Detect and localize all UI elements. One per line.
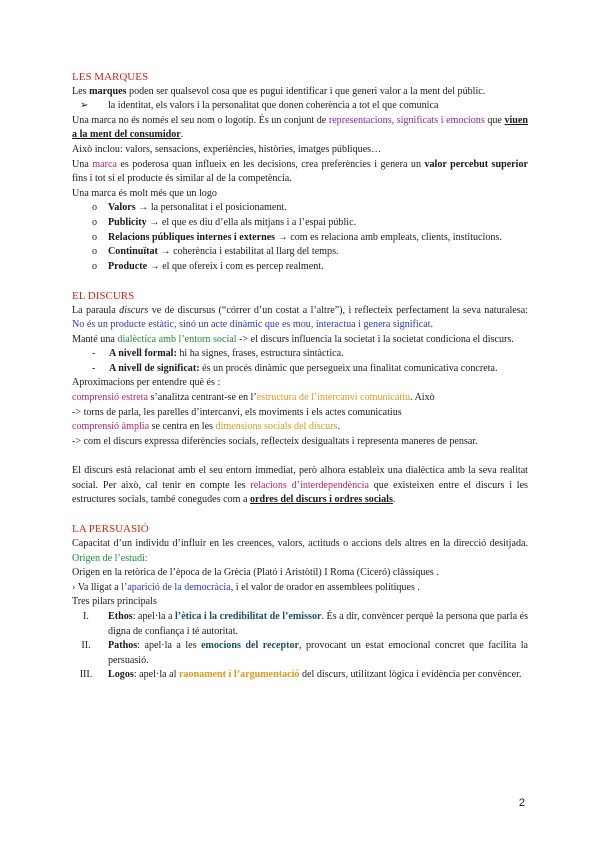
list-item: I. Ethos: apel·la a l’ètica i la credibilitat de l’emissor. És a dir, convèncer perquè la persona que parla és digna de confiança i té autoritat.	[83, 610, 529, 637]
brand-list	[72, 201, 528, 274]
list-item: o Relacions públiques internes i externes → com es relaciona amb empleats, clients, institucions.	[92, 231, 502, 243]
paragraph: Aproximacions per entendre què és :	[72, 377, 221, 389]
paragraph: Això inclou: valors, sensacions, experiències, històries, imatges públiques…	[72, 143, 382, 155]
document-page	[72, 70, 528, 683]
paragraph: Tres pilars principals	[72, 596, 157, 608]
paragraph: -> torns de parla, les parelles d’intercanvi, els moviments i els actes comunicatius	[72, 406, 402, 418]
paragraph: El discurs està relacionat amb el seu entorn immediat, però alhora estableix una dialèctica amb la seva realitat social. Per això, cal tenir en compte les relacions d’interdependència que existeixen entre el discurs i les estructures socials, també conegudes com a ordres del discurs i ordres socials.	[72, 465, 528, 506]
paragraph: La paraula discurs ve de discursus (“córrer d’un costat a l’altre”), i reflecteix perfectament la seva naturalesa: No és un producte estàtic, sinó un acte dinàmic que es mou, interactua i genera significat.	[72, 304, 528, 331]
list-item: o Valors → la personalitat i el posicionament.	[92, 202, 287, 214]
list-item: III. Logos: apel·la al raonament i l’argumentació del discurs, utilitzant lògica i evidència per convèncer.	[79, 669, 522, 681]
level-list	[72, 347, 528, 376]
paragraph: Origen en la retòrica de l’època de la Grècia (Plató i Aristòtil) I Roma (Ciceró) clàssiques .	[72, 567, 439, 579]
list-item: o Publicity → el que es diu d’ella als mitjans i a l’espai públic.	[92, 216, 357, 228]
paragraph: Una marca no és només el seu nom o logotip. És un conjunt de representacions, significats i emocions que viuen a la ment del consumidor.	[72, 114, 528, 141]
paragraph: comprensió àmplia se centra en les dimensions socials del discurs.	[72, 421, 340, 433]
section-heading-persuasio: LA PERSUASIÓ	[72, 523, 149, 536]
paragraph: › Va lligat a l’aparició de la democràcia, i el valor de orador en assemblees polítiques .	[72, 581, 420, 593]
paragraph: Manté una dialèctica amb l’entorn social -> el discurs influencia la societat i la societat condiciona el discurs.	[72, 333, 514, 345]
pillars-list	[72, 610, 528, 683]
page-number: 2	[518, 797, 525, 809]
list-item: o Continuïtat → coherència i estabilitat al llarg del temps.	[92, 246, 339, 258]
section-heading-discurs: EL DISCURS	[72, 289, 135, 302]
list-item: - A nivell formal: hi ha signes, frases, estructura sintàctica.	[92, 348, 344, 360]
paragraph: comprensió estreta s’analitza centrant-se en l’estructura de l’intercanvi comunicatiu. Això	[72, 392, 435, 404]
arrow-list-item: ➢ la identitat, els valors i la personalitat que donen coherència a tot el que comunica	[72, 99, 528, 114]
list-item: - A nivell de significat: és un procés dinàmic que persegueix una finalitat comunicativa concreta.	[92, 362, 498, 374]
paragraph: -> com el discurs expressa diferències socials, reflecteix desigualtats i representa maneres de pensar.	[72, 435, 478, 447]
paragraph: Capacitat d’un individu d’influir en les creences, valors, actituds o accions dels altres en la direcció desitjada. Origen de l’estudi:	[72, 538, 528, 564]
paragraph: Una marca es poderosa quan influeix en les decisions, crea preferències i genera un valor percebut superior fins i tot si el producte és similar al de la competència.	[72, 158, 528, 185]
paragraph: Les marques poden ser qualsevol cosa que es pugui identificar i que generi valor a la ment del públic.	[72, 85, 486, 97]
arrow-bullet-icon: ➢	[80, 100, 89, 112]
paragraph: Una marca és molt més que un logo	[72, 187, 217, 199]
list-item: o Producte → el que ofereix i com es percep realment.	[92, 260, 324, 272]
list-item: II. Pathos: apel·la a les emocions del receptor, provocant un estat emocional concret que facilita la persuasió.	[81, 640, 528, 666]
section-heading-marques: LES MARQUES	[72, 71, 149, 83]
